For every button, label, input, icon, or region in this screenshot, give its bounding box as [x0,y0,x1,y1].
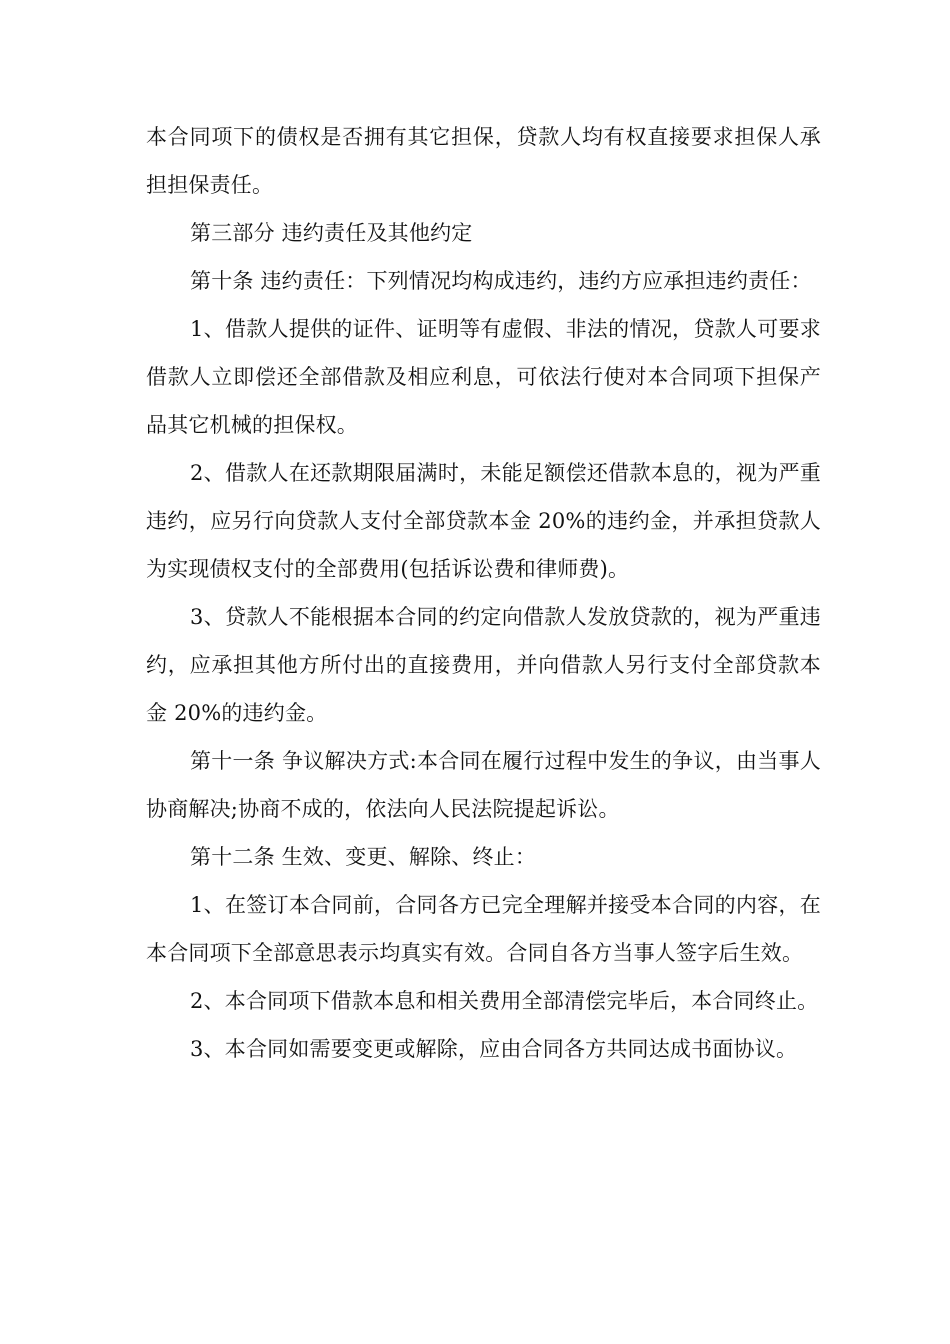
article-12-item-3: 3、本合同如需要变更或解除，应由合同各方共同达成书面协议。 [190,1037,798,1061]
article-10-item-1: 1、借款人提供的证件、证明等有虚假、非法的情况，贷款人可要求借款人立即偿还全部借款及相应利息，可依法行使对本合同项下担保产品其它机械的担保权。 [146,317,821,437]
article-11: 第十一条 争议解决方式:本合同在履行过程中发生的争议，由当事人协商解决;协商不成的，依法向人民法院提起诉讼。 [146,749,821,821]
article-12-item-1: 1、在签订本合同前，合同各方已完全理解并接受本合同的内容，在本合同项下全部意思表示均真实有效。合同自各方当事人签字后生效。 [146,893,821,965]
article-10: 第十条 违约责任：下列情况均构成违约，违约方应承担违约责任： [190,269,812,293]
article-10-item-2: 2、借款人在还款期限届满时，未能足额偿还借款本息的，视为严重违约，应另行向贷款人支付全部贷款本金 20%的违约金，并承担贷款人为实现债权支付的全部费用(包括诉讼费和律师费)。 [146,461,821,581]
article-12: 第十二条 生效、变更、解除、终止： [190,845,537,869]
article-10-item-3: 3、贷款人不能根据本合同的约定向借款人发放贷款的，视为严重违约，应承担其他方所付出的直接费用，并向借款人另行支付全部贷款本金 20%的违约金。 [146,605,821,725]
contract-text [146,113,821,1073]
section-heading: 第三部分 违约责任及其他约定 [190,221,473,245]
article-12-item-2: 2、本合同项下借款本息和相关费用全部清偿完毕后，本合同终止。 [190,989,819,1013]
paragraph-continuation: 本合同项下的债权是否拥有其它担保，贷款人均有权直接要求担保人承担担保责任。 [146,125,821,197]
